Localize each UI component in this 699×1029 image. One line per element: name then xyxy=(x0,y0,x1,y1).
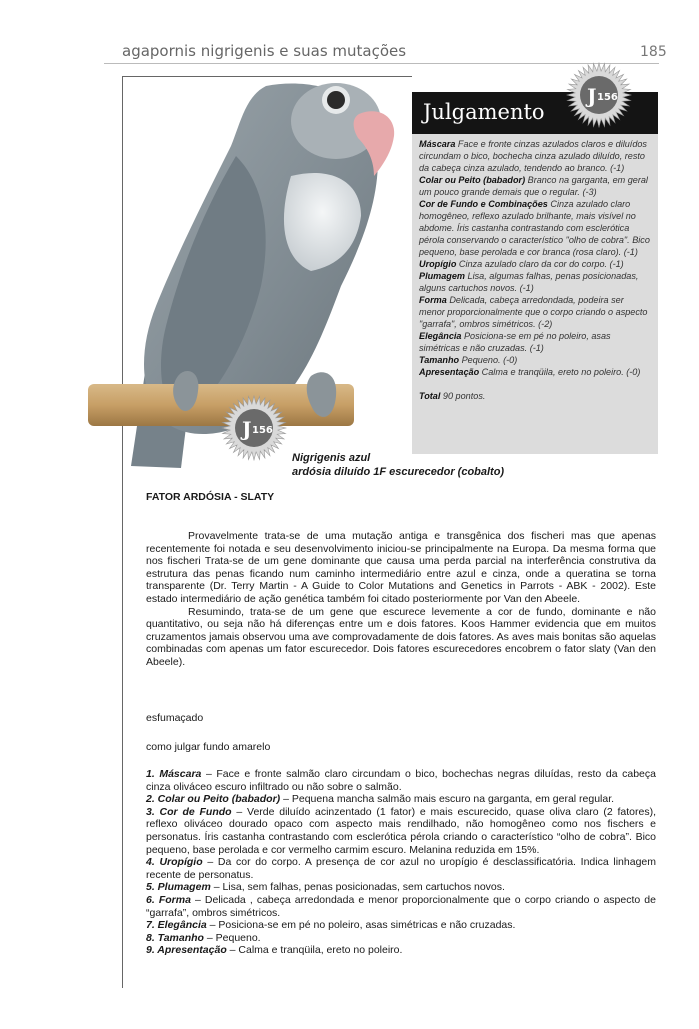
badge-letter: J xyxy=(242,417,252,441)
paragraph: Provavelmente trata-se de uma mutação antiga e transgênica dos fischeri mas que apenas recentemente foi notada e seu desenvolvimento iniciou-se principalmente na Europa. Da mesma forma que nos fischeri Trata-se de um gene dominante que causa uma perda parcial na interferência construtiva da estrutura das penas ficando num caminho intermediário entre azul e cinza, onde a queratina se torna transparente (Dr. Terry Martin - A Guide to Color Mutations and Genetics in Parrots - ABK - 2002). Este estado intermediário de ação genética também foi citado posteriormente por Van den Abeele. xyxy=(146,530,656,605)
page-number: 185 xyxy=(640,44,667,60)
criteria-term: 9. Apresentação xyxy=(146,944,227,957)
criteria-text: – Verde diluído acinzentado (1 fator) e mais escurecido, quase oliva claro (2 fatores), reflexo oliváceo dourado opaco com aspecto mais rendilhado, não homogêneo como nos fischers e personatus. Íris castanha contrastando com esclerótica pérola criando o característico “olho de cobra”. Bico pequeno, base perolada e cor vermelho carmim escuro. Melanina reduzida em 15%. xyxy=(146,805,657,856)
criteria-term: 8. Tamanho xyxy=(146,931,204,944)
panel-item-text: Calma e tranqüila, ereto no poleiro. (-0) xyxy=(479,367,641,377)
panel-item-term: Cor de Fundo e Combinações xyxy=(419,199,548,209)
subheading-judging: como julgar fundo amarelo xyxy=(146,741,271,753)
criteria-text: – Delicada , cabeça arredondada e menor proporcionalmente que o corpo criando o aspecto de “garrafa”, ombros simétricos. xyxy=(146,893,656,919)
criteria-item xyxy=(146,856,656,881)
criteria-text: – Face e fronte salmão claro circundam o bico, bochechas negras diluídas, resto da cabeça cinza oliváceo escuro infiltrado ou não sobre o salmão. xyxy=(146,768,656,793)
badge-number: 156 xyxy=(252,425,273,436)
panel-title: Julgamento xyxy=(412,92,658,134)
criteria-item xyxy=(146,881,656,894)
panel-item-text: Cinza azulado claro homogêneo, reflexo azulado brilhante, mais visível no abdome. Íris castanha contrastando com esclerótica pérola conservando o característico "olho de cobra". Bico pequeno, base perolada e cor branca (rosa claro). (-1) xyxy=(419,199,650,257)
badge-bottom xyxy=(221,395,287,466)
panel-item-text: Delicada, cabeça arredondada, podeira ser menor proporcionalmente que o corpo criando o aspecto "garrafa", ombros simétricos. (-2) xyxy=(419,295,648,329)
starburst-badge-icon xyxy=(221,395,287,461)
criteria-list xyxy=(146,768,656,957)
subheading-esfumacado: esfumaçado xyxy=(146,712,204,724)
panel-item xyxy=(419,354,652,366)
criteria-text: – Pequena mancha salmão mais escuro na garganta, em geral regular. xyxy=(280,793,615,806)
panel-item xyxy=(419,330,652,354)
criteria-item xyxy=(146,768,656,793)
badge-number: 156 xyxy=(597,92,618,103)
panel-item-term: Elegância xyxy=(419,331,462,341)
panel-item xyxy=(419,138,652,174)
panel-item-text: Cinza azulado claro da cor do corpo. (-1) xyxy=(456,259,624,269)
panel-item-text: Lisa, algumas falhas, penas posicionadas, alguns cartuchos novos. (-1) xyxy=(419,271,639,293)
panel-item-term: Apresentação xyxy=(419,367,480,377)
panel-item xyxy=(419,174,652,198)
criteria-item xyxy=(146,793,656,806)
criteria-item xyxy=(146,806,656,856)
paragraph: Resumindo, trata-se de um gene que escurece levemente a cor de fundo, dominante e não quantitativo, ou seja não há diferenças entre um e dois fatores. Koos Hammer evidencia que em muitos cruzamentos jamais observou uma ave comprovadamente de dois fatores. As aves mais bonitas são aquelas combinadas com apenas um fator escurecedor. Dois fatores escurecedores encobrem o fator slaty (Van den Abeele). xyxy=(146,605,656,668)
criteria-text: – Da cor do corpo. A presença de cor azul no uropígio é desclassificatória. Indica linhagem recente de personatus. xyxy=(146,856,656,881)
criteria-text: – Lisa, sem falhas, penas posicionadas, sem cartuchos novos. xyxy=(210,881,505,894)
starburst-badge-icon xyxy=(566,62,632,128)
criteria-item xyxy=(146,894,656,919)
photo-caption xyxy=(292,451,504,479)
criteria-term: 6. Forma xyxy=(146,893,191,906)
criteria-item xyxy=(146,944,656,957)
badge-top xyxy=(566,62,632,133)
panel-total-label: Total xyxy=(419,391,441,401)
panel-item-text: Pequeno. (-0) xyxy=(459,355,518,365)
criteria-term: 2. Colar ou Peito (babador) xyxy=(146,793,281,806)
criteria-term: 3. Cor de Fundo xyxy=(146,805,232,818)
criteria-term: 1. Máscara xyxy=(146,768,202,780)
criteria-term: 4. Uropígio xyxy=(146,856,203,869)
panel-item xyxy=(419,294,652,330)
badge-letter: J xyxy=(587,84,597,108)
caption-line-1: Nigrigenis azul xyxy=(292,452,371,464)
panel-item-text: Face e fronte cinzas azulados claros e diluídos circundam o bico, bochecha cinza azulado diluído, resto da cabeça cinza azulado, tendendo ao branco. (-1) xyxy=(419,139,647,173)
criteria-item xyxy=(146,919,656,932)
panel-item-term: Máscara xyxy=(419,139,456,149)
panel-item-term: Forma xyxy=(419,295,447,305)
criteria-term: 5. Plumagem xyxy=(146,881,211,894)
panel-item xyxy=(419,270,652,294)
panel-item xyxy=(419,198,652,258)
panel-item-term: Colar ou Peito (babador) xyxy=(419,175,526,185)
caption-line-2: ardósia diluído 1F escurecedor (cobalto) xyxy=(292,466,505,478)
panel-total-value: 90 pontos. xyxy=(440,391,486,401)
section-title: FATOR ARDÓSIA - SLATY xyxy=(146,491,275,503)
criteria-text: – Posiciona-se em pé no poleiro, asas simétricas e não cruzadas. xyxy=(206,919,516,932)
panel-item-term: Uropígio xyxy=(419,259,457,269)
judging-panel xyxy=(412,92,658,454)
criteria-text: – Pequeno. xyxy=(203,931,261,944)
panel-total xyxy=(419,390,652,402)
criteria-text: – Calma e tranqüila, ereto no poleiro. xyxy=(226,944,403,957)
panel-item-term: Tamanho xyxy=(419,355,460,365)
panel-item-text: Branco na garganta, em geral um pouco grande demais que o regular. (-3) xyxy=(419,175,648,197)
panel-item xyxy=(419,366,652,378)
panel-item-term: Plumagem xyxy=(419,271,465,281)
panel-item-text: Posiciona-se em pé no poleiro, asas simétricas e não cruzadas. (-1) xyxy=(419,331,611,353)
panel-body xyxy=(412,134,658,402)
running-header-title: agapornis nigrigenis e suas mutações xyxy=(122,42,407,60)
body-text xyxy=(146,530,656,669)
criteria-item xyxy=(146,932,656,945)
criteria-term: 7. Elegância xyxy=(146,919,207,932)
panel-item xyxy=(419,258,652,270)
